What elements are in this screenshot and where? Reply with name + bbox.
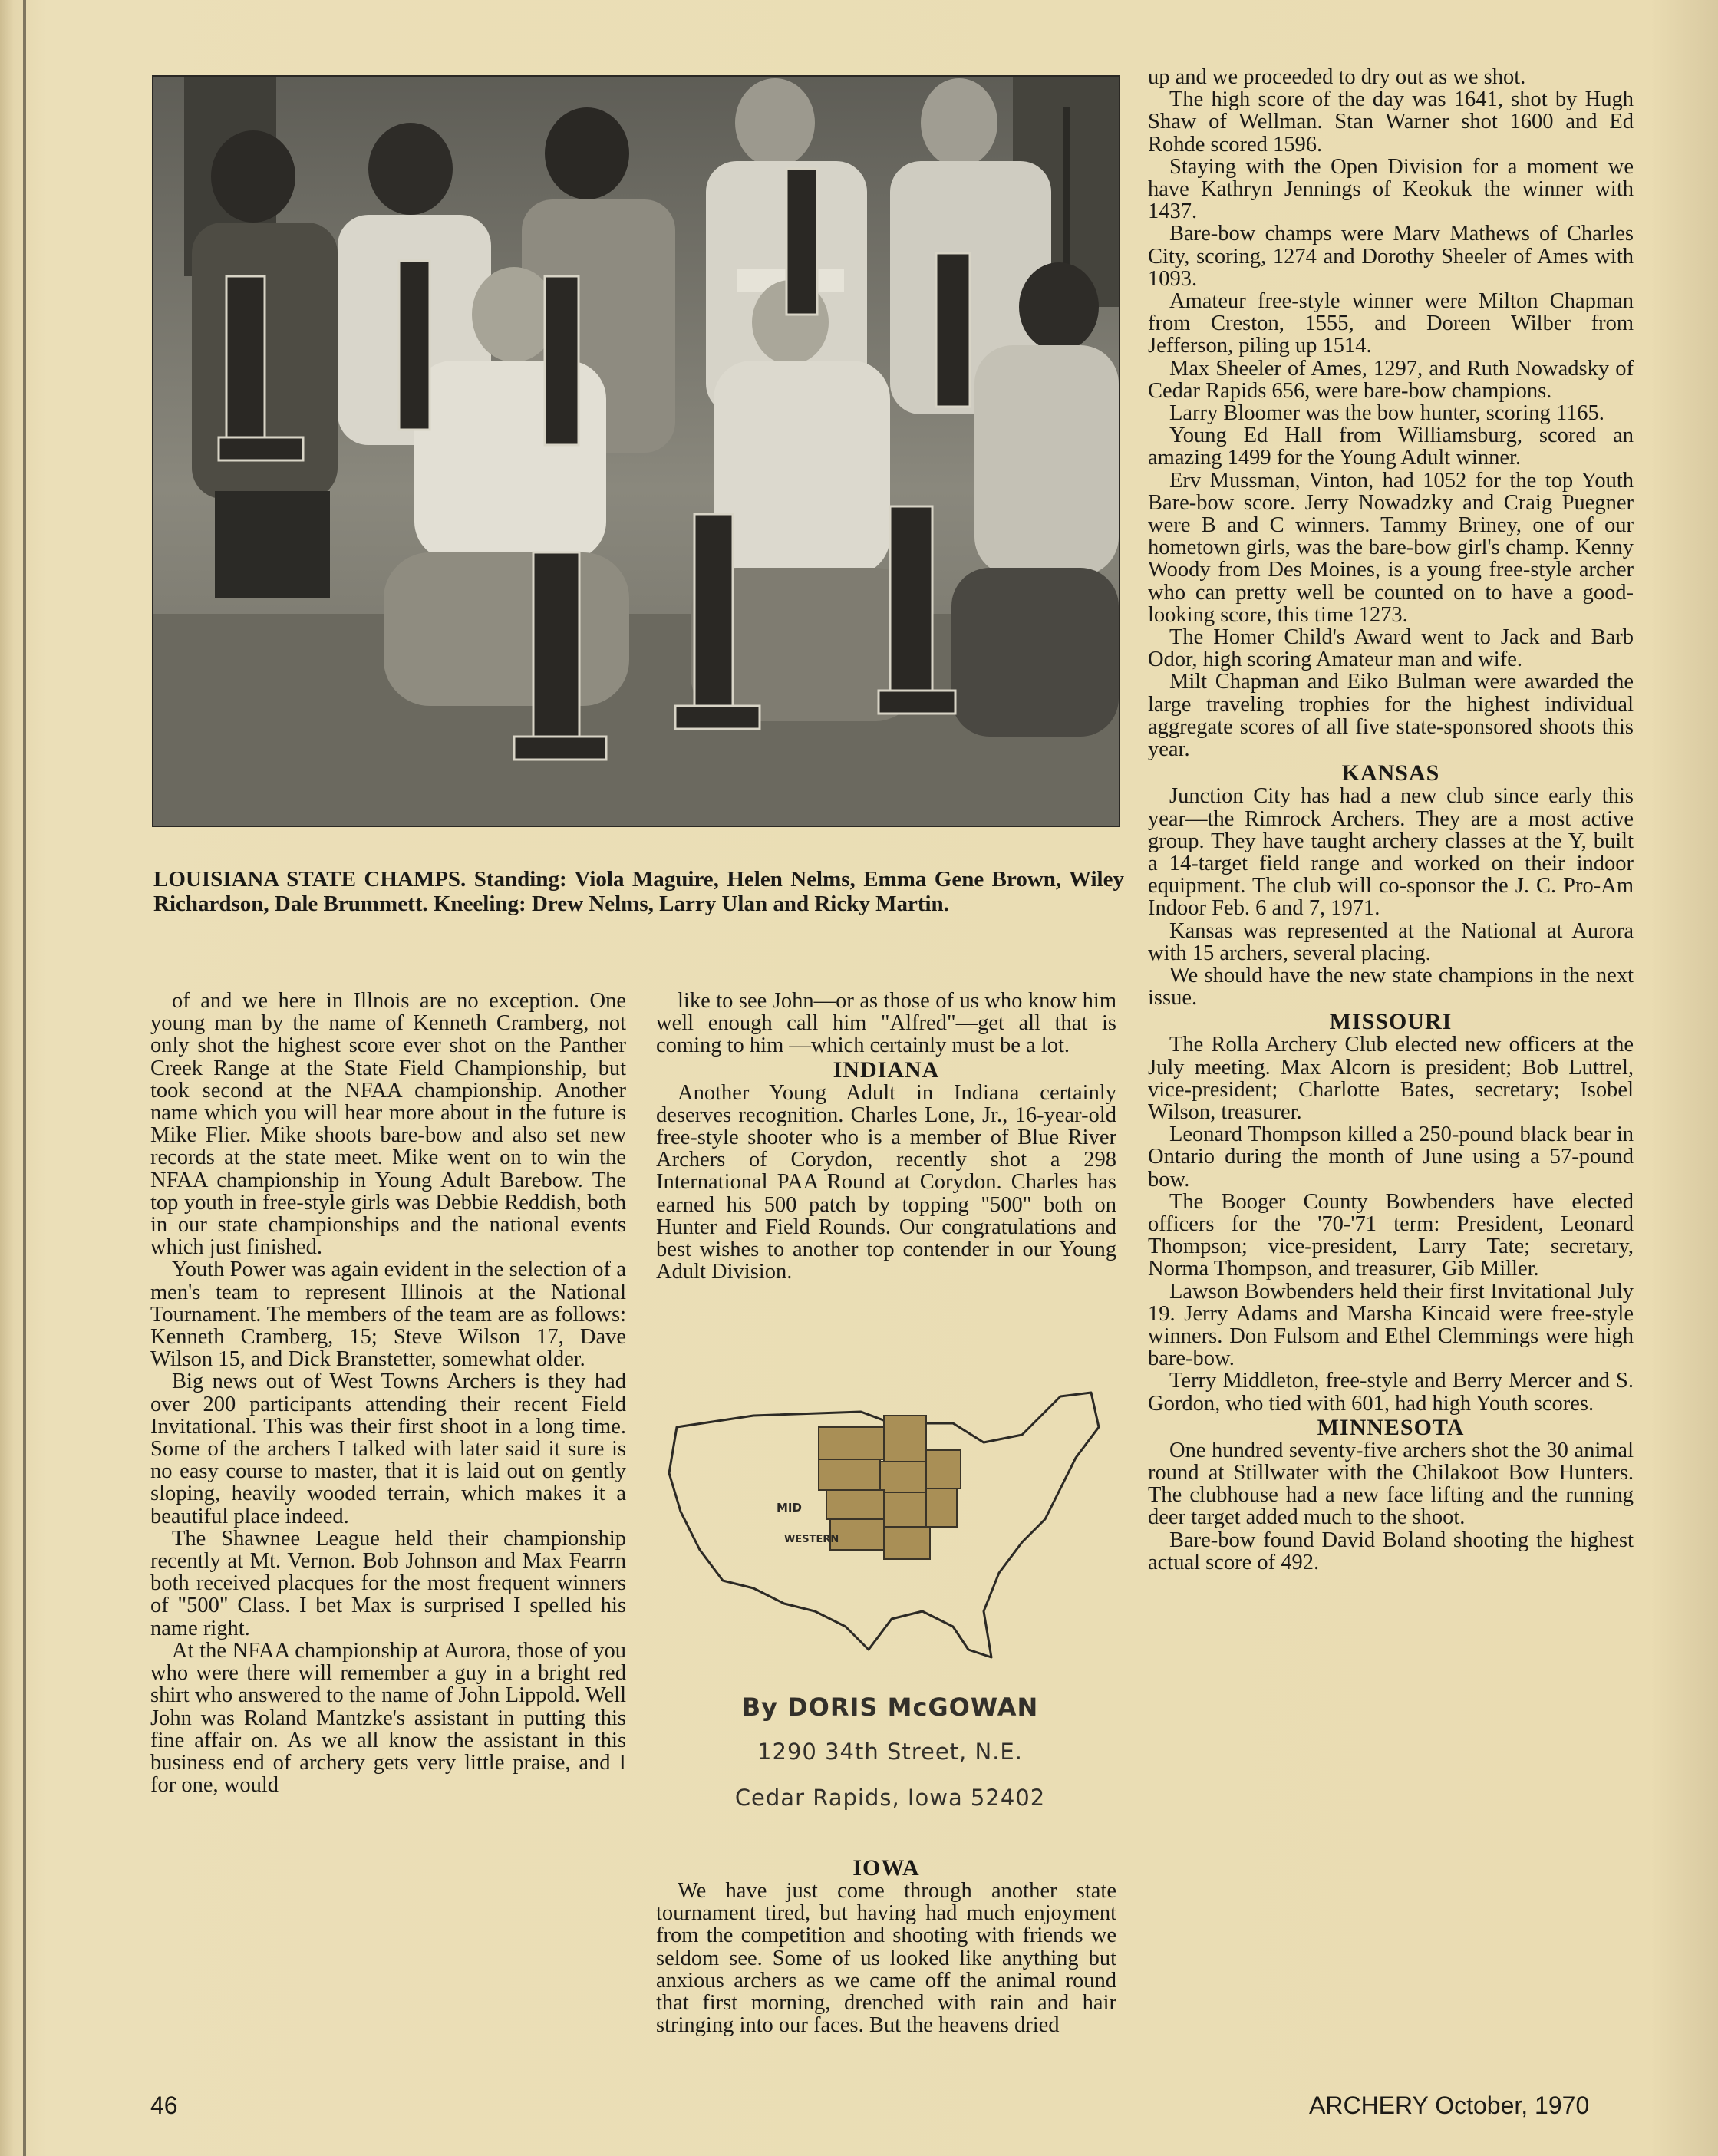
article-paragraph: Terry Middleton, free-style and Berry Mercer and S. Gordon, who tied with 601, had high Youth scores.: [1148, 1369, 1634, 1416]
article-column-1: [150, 990, 626, 1796]
section-heading: MISSOURI: [1329, 1009, 1453, 1035]
section-heading: MINNESOTA: [1317, 1414, 1465, 1440]
us-map-illustration: [661, 1381, 1114, 1673]
map-label-mid: MID: [777, 1501, 802, 1515]
article-paragraph: up and we proceeded to dry out as we shot.: [1148, 65, 1526, 89]
article-paragraph: We should have the new state champions in the next issue.: [1148, 963, 1634, 1010]
article-paragraph: Bare-bow champs were Marv Mathews of Charles City, scoring, 1274 and Dorothy Sheeler of Ames with 1093.: [1148, 222, 1634, 291]
section-heading: KANSAS: [1341, 760, 1440, 786]
article-paragraph: The Rolla Archery Club elected new officers at the July meeting. Max Alcorn is president; Bob Luttrel, vice-president; Charlotte Bates, secretary; Isobel Wilson, treasurer.: [1148, 1033, 1634, 1124]
page-number: 46: [150, 2092, 178, 2119]
article-paragraph: Leonard Thompson killed a 250-pound black bear in Ontario during the month of June using a 57-pound bow.: [1148, 1123, 1634, 1192]
article-paragraph: Erv Mussman, Vinton, had 1052 for the top Youth Bare-bow score. Jerry Nowadzky and Craig Puegner were B and C winners. Tammy Briney, one of our hometown girls, was the bare-bow girl's champ. Kenny Woody from Des Moines, is a young free-style archer who can pretty well be counted on to have a good-looking score, this time 1273.: [1148, 468, 1634, 627]
article-column-2-top: [656, 990, 1116, 1283]
article-paragraph: like to see John—or as those of us who know him well enough call him "Alfred"—get all that is coming to him —which certainly must be a lot.: [656, 989, 1116, 1058]
article-column-3: [1148, 66, 1634, 1574]
article-paragraph: Junction City has had a new club since early this year—the Rimrock Archers. They are a most active group. They have taught archery classes at the Y, built a 14-target field range and worked on their indoor equipment. The club will co-sponsor the J. C. Pro-Am Indoor Feb. 6 and 7, 1971.: [1148, 784, 1634, 921]
section-heading: INDIANA: [833, 1057, 940, 1083]
article-paragraph: Staying with the Open Division for a moment we have Kathryn Jennings of Keokuk the winner with 1437.: [1148, 154, 1634, 224]
article-paragraph: The Booger County Bowbenders have elected officers for the '70-'71 term: President, Leonard Thompson; vice-president, Larry Tate; secretary, Norma Thompson, and treasurer, Gib Miller.: [1148, 1189, 1634, 1281]
team-photo: [152, 75, 1120, 827]
byline-street: 1290 34th Street, N.E.: [757, 1739, 1023, 1765]
article-paragraph: We have just come through another state tournament tired, but having had much enjoyment from the competition and shooting with friends we seldom see. Some of us looked like anything but anxious archers as we came off the animal round that first morning, drenched with rain and hair stringing into our faces. But the heavens dried: [656, 1879, 1116, 2038]
article-paragraph: Milt Chapman and Eiko Bulman were awarded the large traveling trophies for the highest individual aggregate scores of all five state-sponsored shoots this year.: [1148, 670, 1634, 762]
article-paragraph: The Shawnee League held their championship recently at Mt. Vernon. Bob Johnson and Max Fearrn both received placques for the most frequent winners of "500" Class. I bet Max is surprised I spelled his name right.: [150, 1526, 626, 1640]
article-paragraph: Youth Power was again evident in the selection of a men's team to represent Illinois at the National Tournament. The members of the team are as follows: Kenneth Cramberg, 15; Steve Wilson 17, Dave Wilson 15, and Dick Branstetter, somewhat older.: [150, 1258, 626, 1372]
article-paragraph: The Homer Child's Award went to Jack and Barb Odor, high scoring Amateur man and wife.: [1148, 625, 1634, 672]
article-paragraph: Lawson Bowbenders held their first Invitational July 19. Jerry Adams and Marsha Kincaid were free-style winners. Don Fulsom and Ethel Clemmings were high bare-bow.: [1148, 1279, 1634, 1371]
article-column-2-bottom: [656, 1855, 1116, 2036]
photo-caption: LOUISIANA STATE CHAMPS. Standing: Viola Maguire, Helen Nelms, Emma Gene Brown, Wiley Richardson, Dale Brummett. Kneeling: Drew Nelms, Larry Ulan and Ricky Martin.: [153, 867, 1124, 916]
magazine-folio: ARCHERY October, 1970: [1309, 2092, 1590, 2119]
article-paragraph: of and we here in Illnois are no exception. One young man by the name of Kenneth Cramberg, not only shot the highest score ever shot on the Panther Creek Range at the State Field Championship, but took second at the NFAA championship. Another name which you will hear more about in the future is Mike Flier. Mike shoots bare-bow and also set new records at the state meet. Mike went on to win the NFAA championship in Young Adult Barebow. The top youth in free-style girls was Debbie Reddish, both in our state championships and the national events which just finished.: [150, 989, 626, 1260]
byline-author: By DORIS McGOWAN: [741, 1693, 1039, 1722]
article-paragraph: Amateur free-style winner were Milton Chapman from Creston, 1555, and Doreen Wilber from Jefferson, piling up 1514.: [1148, 289, 1634, 358]
article-paragraph: Young Ed Hall from Williamsburg, scored an amazing 1499 for the Young Adult winner.: [1148, 424, 1634, 470]
map-label-western: WESTERN: [784, 1534, 839, 1545]
binding-edge: [23, 0, 26, 2156]
article-paragraph: Bare-bow found David Boland shooting the highest actual score of 492.: [1148, 1528, 1634, 1574]
article-paragraph: Another Young Adult in Indiana certainly deserves recognition. Charles Lone, Jr., 16-year-old free-style shooter who is a member of Blue River Archers of Corydon, recently shot a 298 International PAA Round at Corydon. Charles has earned his 500 patch by topping "500" both on Hunter and Field Rounds. Our congratulations and best wishes to another top contender in our Young Adult Division.: [656, 1080, 1116, 1284]
byline-city: Cedar Rapids, Iowa 52402: [734, 1785, 1046, 1811]
section-heading: IOWA: [852, 1855, 920, 1881]
article-paragraph: The high score of the day was 1641, shot by Hugh Shaw of Wellman. Stan Warner shot 1600 and Ed Rohde scored 1596.: [1148, 87, 1634, 157]
article-paragraph: Larry Bloomer was the bow hunter, scoring 1165.: [1169, 401, 1604, 426]
article-paragraph: Big news out of West Towns Archers is they had over 200 participants attending their recent Field Invitational. This was their first shoot in a long time. Some of the archers I talked with later said it sure is no easy course to master, that it is laid out on gently sloping, heavily wooded terrain, which makes it a beautiful place indeed.: [150, 1370, 626, 1528]
midwest-states: [819, 1416, 961, 1559]
article-paragraph: One hundred seventy-five archers shot the 30 animal round at Stillwater with the Chilakoot Bow Hunters. The clubhouse had a new face lifting and the running deer target added much to the shoot.: [1148, 1438, 1634, 1530]
article-paragraph: Kansas was represented at the National at Aurora with 15 archers, several placing.: [1148, 918, 1634, 965]
article-paragraph: At the NFAA championship at Aurora, those of you who were there will remember a guy in a bright red shirt who answered to the name of John Lippold. Well John was Roland Mantzke's assistant in putting this fine affair on. As we all know the assistant in this business end of archery gets very little praise, and I for one, would: [150, 1638, 626, 1798]
article-paragraph: Max Sheeler of Ames, 1297, and Ruth Nowadsky of Cedar Rapids 656, were bare-bow champions.: [1148, 356, 1634, 403]
